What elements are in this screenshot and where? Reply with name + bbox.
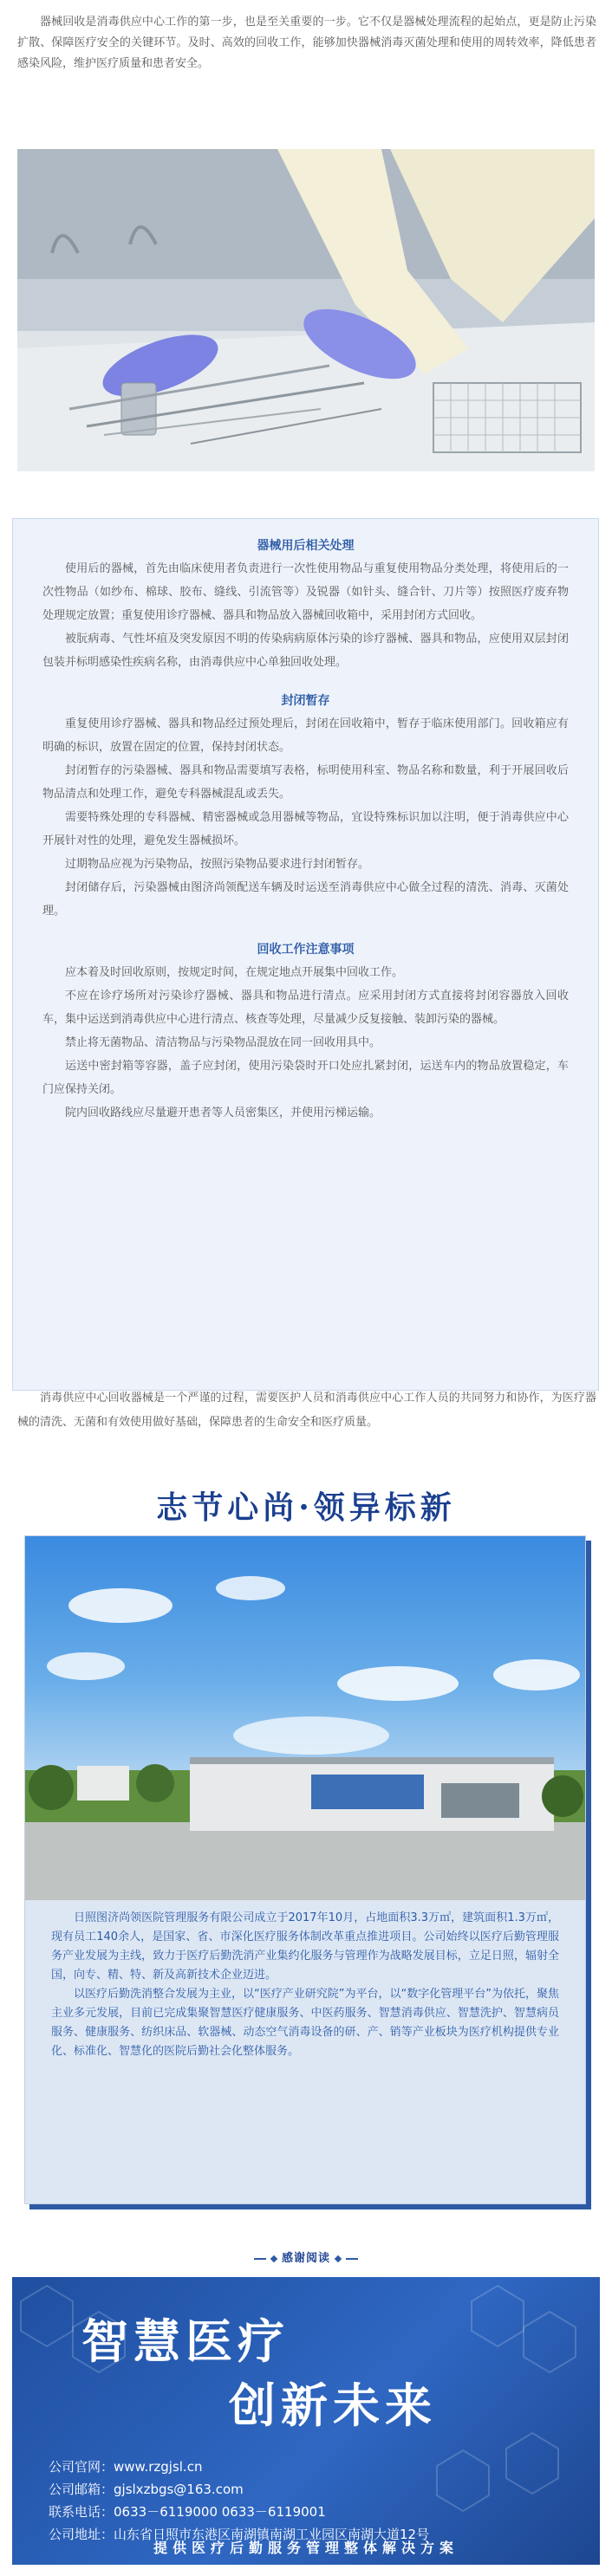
company-paragraph: 日照图济尚领医院管理服务有限公司成立于2017年10月，占地面积3.3万㎡，建筑面积1.3万㎡，现有员工140余人，是国家、省、市深化医疗服务体制改革重点推进项目。公司始终以医疗后勤管理服务产业发展为主线，致力于医疗后勤洗消产业集约化服务与管理作为战略发展目标，立足日照，辐射全国，向专、精、特、新及高新技术企业迈进。: [51, 1911, 559, 1982]
section-paragraph: 重复使用诊疗器械、器具和物品经过预处理后，封闭在回收箱中，暂存于临床使用部门。回收箱应有明确的标识，放置在固定的位置，保持封闭状态。: [42, 717, 569, 754]
section-paragraph: 运送中密封箱等容器，盖子应封闭，使用污染袋时开口处应扎紧封闭，运送车内的物品放置稳定，车门应保持关闭。: [42, 1060, 569, 1096]
footer-tagline: 提供医疗后勤服务管理整体解决方案: [153, 2540, 459, 2556]
company-intro: [25, 1900, 585, 2203]
brand-title: 志节心尚·领异标新: [156, 1489, 456, 1526]
company-paragraph: 以医疗后勤洗消整合发展为主业，以“医疗产业研究院”为平台，以“数字化管理平台”为依托，聚焦主业多元发展，目前已完成集聚智慧医疗健康服务、中医药服务、智慧消毒供应、智慧洗护、智慧病员服务、健康服务、纺织床品、软器械、动态空气消毒设备的研、产、销等产业板块为医疗机构提供专业化、标准化、智慧化的医院后勤社会化整体服务。: [51, 1988, 559, 2058]
section-paragraph: 封闭暂存的污染器械、器具和物品需要填写表格，标明使用科室、物品名称和数量，利于开展回收后物品清点和处理工作，避免专科器械混乱或丢失。: [42, 764, 569, 801]
contact-website: 公司官网：www.rzgjsl.cn: [49, 2459, 203, 2475]
section-paragraph: 过期物品应视为污染物品，按照污染物品要求进行封闭暂存。: [65, 858, 370, 871]
section-paragraph: 使用后的器械，首先由临床使用者负责进行一次性使用物品与重复使用物品分类处理，将使用后的一次性物品（如纱布、棉球、胶布、缝线、引流管等）及锐器（如针头、缝合针、刀片等）按照医疗废弃物处理规定放置；重复使用诊疗器械、器具和物品放入器械回收箱中，采用封闭方式回收。: [42, 562, 569, 622]
gloved-hands-instruments-image: [17, 149, 595, 471]
section-paragraph: 不应在诊疗场所对污染诊疗器械、器具和物品进行清点。应采用封闭方式直接将封闭容器放入回收车，集中运送到消毒供应中心进行清点、核查等处理，尽量减少反复接触、装卸污染的器械。: [42, 990, 569, 1026]
section-paragraph: 需要特殊处理的专科器械、精密器械或急用器械等物品，宜设特殊标识加以注明，便于消毒供应中心开展针对性的处理，避免发生器械损坏。: [42, 811, 569, 847]
section-paragraph: 被朊病毒、气性坏疽及突发原因不明的传染病病原体污染的诊疗器械、器具和物品，应使用双层封闭包装并标明感染性疾病名称，由消毒供应中心单独回收处理。: [42, 633, 569, 669]
thanks-banner: [0, 2248, 612, 2265]
section-title: 封闭暂存: [281, 694, 330, 708]
diamond-icon: [270, 2255, 277, 2261]
section-paragraph: 院内回收路线应尽量避开患者等人员密集区，并使用污梯运输。: [65, 1106, 381, 1119]
factory-building-image: [25, 1536, 585, 1900]
contact-address: 公司地址：山东省日照市东港区南湖镇南湖工业园区南湖大道12号: [49, 2527, 430, 2542]
diamond-icon: [335, 2255, 342, 2261]
slogan-line-1: 智慧医疗: [81, 2314, 290, 2369]
section-title: 器械用后相关处理: [257, 539, 355, 553]
company-building-photo: [25, 1536, 585, 1900]
slogan-line-2: 创新未来: [229, 2378, 437, 2433]
footer-banner: [12, 2277, 600, 2565]
recycling-rules-box: [12, 518, 599, 1391]
contact-phone: 联系电话：0633－6119000 0633－6119001: [49, 2504, 326, 2520]
section-paragraph: 禁止将无菌物品、清洁物品与污染物品混放在同一回收用具中。: [65, 1036, 381, 1049]
section-title: 回收工作注意事项: [257, 943, 355, 957]
section-paragraph: 封闭储存后，污染器械由图济尚领配送车辆及时运送至消毒供应中心做全过程的清洗、消毒、灭菌处理。: [42, 881, 569, 918]
outro-paragraph: 消毒供应中心回收器械是一个严谨的过程，需要医护人员和消毒供应中心工作人员的共同努力和协作，为医疗器械的清洗、无菌和有效使用做好基础，保障患者的生命安全和医疗质量。: [17, 1392, 596, 1429]
company-card: [24, 1535, 586, 2204]
contact-info: [49, 2456, 569, 2546]
divider-line: [254, 2258, 266, 2260]
divider-line: [346, 2258, 358, 2260]
sterilization-photo: [17, 149, 595, 471]
intro-paragraph: 器械回收是消毒供应中心工作的第一步，也是至关重要的一步。它不仅是器械处理流程的起始点，更是防止污染扩散、保障医疗安全的关键环节。及时、高效的回收工作，能够加快器械消毒灭菌处理和使用的周转效率，降低患者感染风险，维护医疗质量和患者安全。: [17, 16, 596, 70]
thanks-text: 感谢阅读: [281, 2252, 330, 2265]
section-paragraph: 应本着及时回收原则，按规定时间，在规定地点开展集中回收工作。: [65, 966, 404, 979]
contact-email: 公司邮箱：gjslxzbgs@163.com: [49, 2482, 244, 2497]
